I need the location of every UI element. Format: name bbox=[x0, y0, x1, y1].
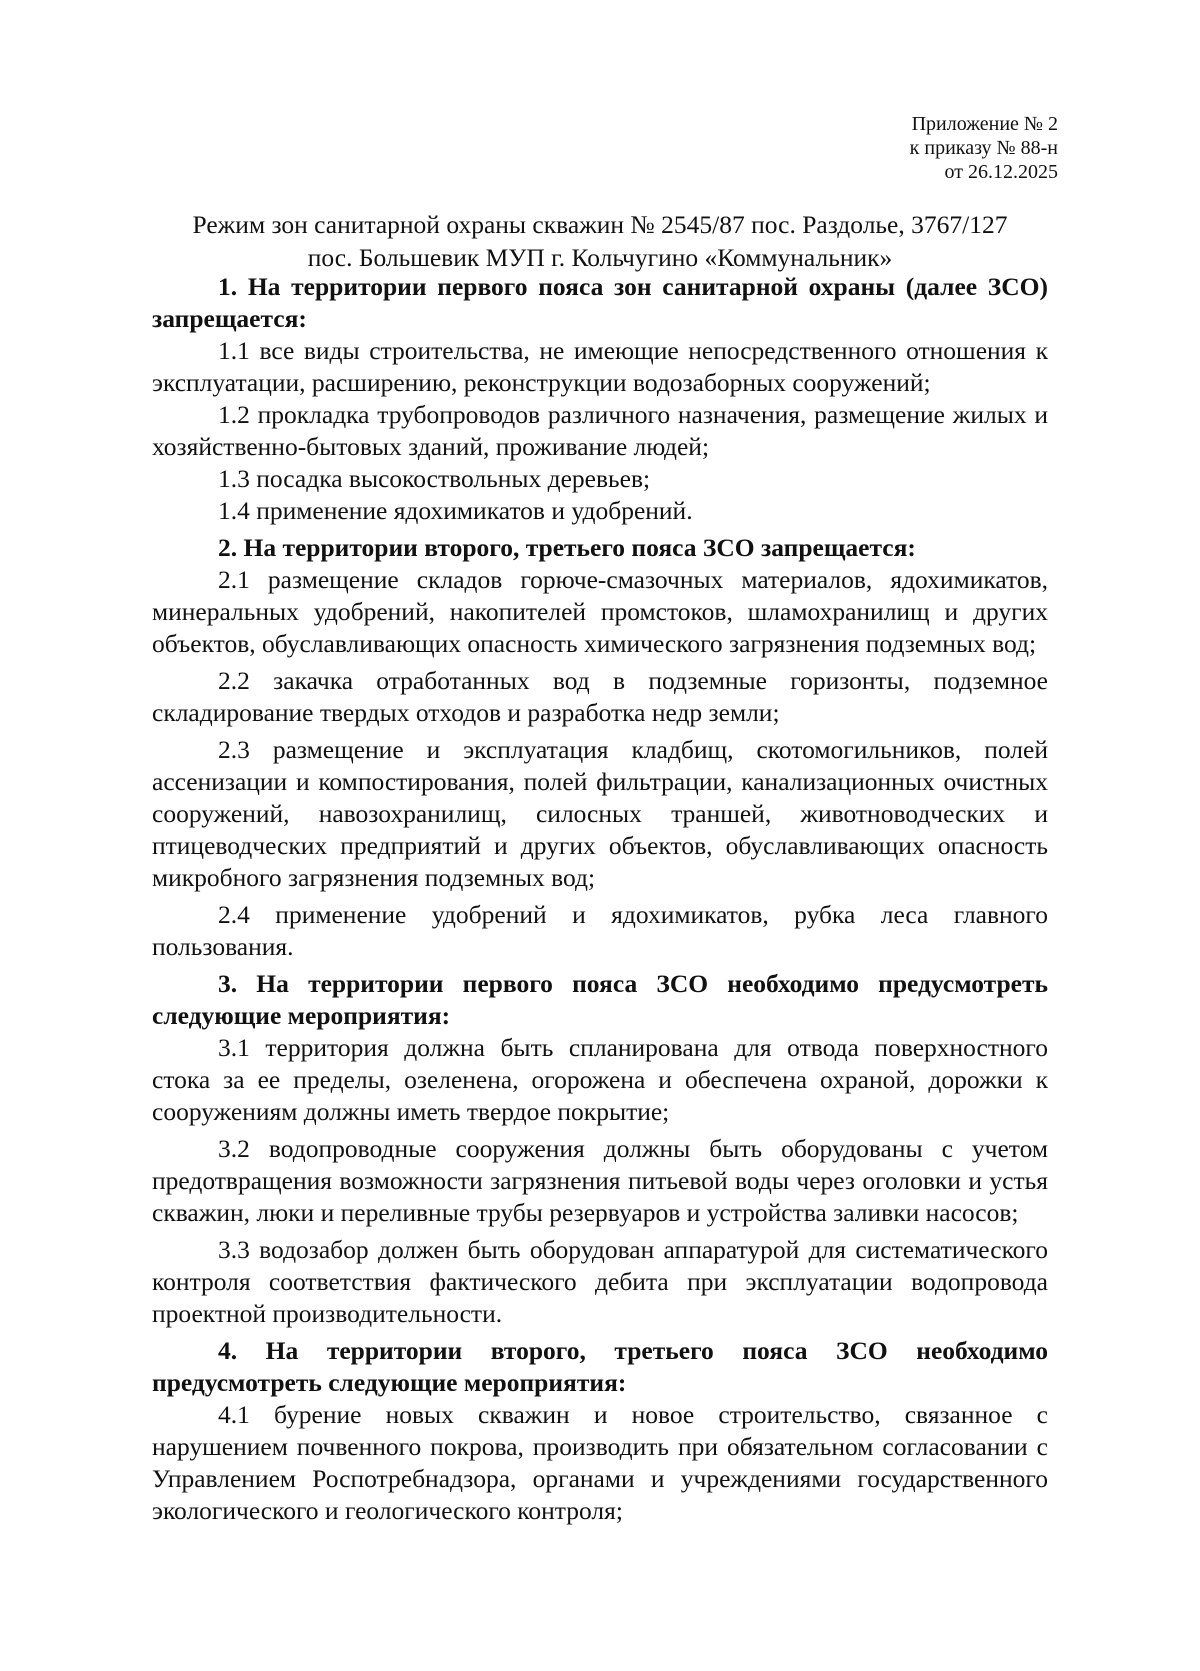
item-1-1: 1.1 все виды строительства, не имеющие непосредственного отношения к эксплуатации, расширению, реконструкции водозаборных сооружений; bbox=[152, 336, 1048, 397]
document-title bbox=[152, 208, 1048, 274]
document-body bbox=[152, 271, 1048, 1527]
title-line-1: Режим зон санитарной охраны скважин № 2545/87 пос. Раздолье, 3767/127 bbox=[192, 210, 1008, 239]
item-2-2: 2.2 закачка отработанных вод в подземные горизонты, подземное складирование твердых отходов и разработка недр земли; bbox=[152, 666, 1048, 727]
item-4-1: 4.1 бурение новых скважин и новое строительство, связанное с нарушением почвенного покрова, производить при обязательном согласовании с Управлением Роспотребнадзора, органами и учреждениями государственного экологического и геологического контроля; bbox=[152, 1400, 1048, 1525]
item-2-1: 2.1 размещение складов горюче-смазочных материалов, ядохимикатов, минеральных удобрений, накопителей промстоков, шламохранилищ и других объектов, обуславливающих опасность химического загрязнения подземных вод; bbox=[152, 565, 1048, 658]
item-1-2: 1.2 прокладка трубопроводов различного назначения, размещение жилых и хозяйственно-бытовых зданий, проживание людей; bbox=[152, 400, 1048, 461]
section-4-heading: 4. На территории второго, третьего пояса ЗСО необходимо предусмотреть следующие мероприятия: bbox=[152, 1336, 1048, 1397]
annex-date: от 26.12.2025 bbox=[944, 161, 1058, 183]
section-3-heading: 3. На территории первого пояса ЗСО необходимо предусмотреть следующие мероприятия: bbox=[152, 969, 1048, 1030]
annex-header bbox=[910, 112, 1058, 184]
item-1-3: 1.3 посадка высокоствольных деревьев; bbox=[218, 464, 651, 493]
section-2-heading: 2. На территории второго, третьего пояса ЗСО запрещается: bbox=[218, 533, 916, 562]
annex-number: Приложение № 2 bbox=[911, 113, 1058, 135]
item-2-4: 2.4 применение удобрений и ядохимикатов, рубка леса главного пользования. bbox=[152, 900, 1048, 961]
section-1-heading: 1. На территории первого пояса зон санитарной охраны (далее ЗСО) запрещается: bbox=[152, 272, 1048, 333]
title-line-2: пос. Большевик МУП г. Кольчугино «Коммунальник» bbox=[307, 243, 893, 272]
item-3-1: 3.1 территория должна быть спланирована для отвода поверхностного стока за ее пределы, озеленена, огорожена и обеспечена охраной, дорожки к сооружениям должны иметь твердое покрытие; bbox=[152, 1033, 1048, 1126]
item-1-4: 1.4 применение ядохимикатов и удобрений. bbox=[218, 496, 693, 525]
item-3-3: 3.3 водозабор должен быть оборудован аппаратурой для систематического контроля соответствия фактического дебита при эксплуатации водопровода проектной производительности. bbox=[152, 1235, 1048, 1328]
annex-order-ref: к приказу № 88-н bbox=[909, 137, 1058, 159]
item-2-3: 2.3 размещение и эксплуатация кладбищ, скотомогильников, полей ассенизации и компостирования, полей фильтрации, канализационных очистных сооружений, навозохранилищ, силосных траншей, животноводческих и птицеводческих предприятий и других объектов, обуславливающих опасность микробного загрязнения подземных вод; bbox=[152, 735, 1048, 892]
item-3-2: 3.2 водопроводные сооружения должны быть оборудованы с учетом предотвращения возможности загрязнения питьевой воды через оголовки и устья скважин, люки и переливные трубы резервуаров и устройства заливки насосов; bbox=[152, 1134, 1048, 1227]
